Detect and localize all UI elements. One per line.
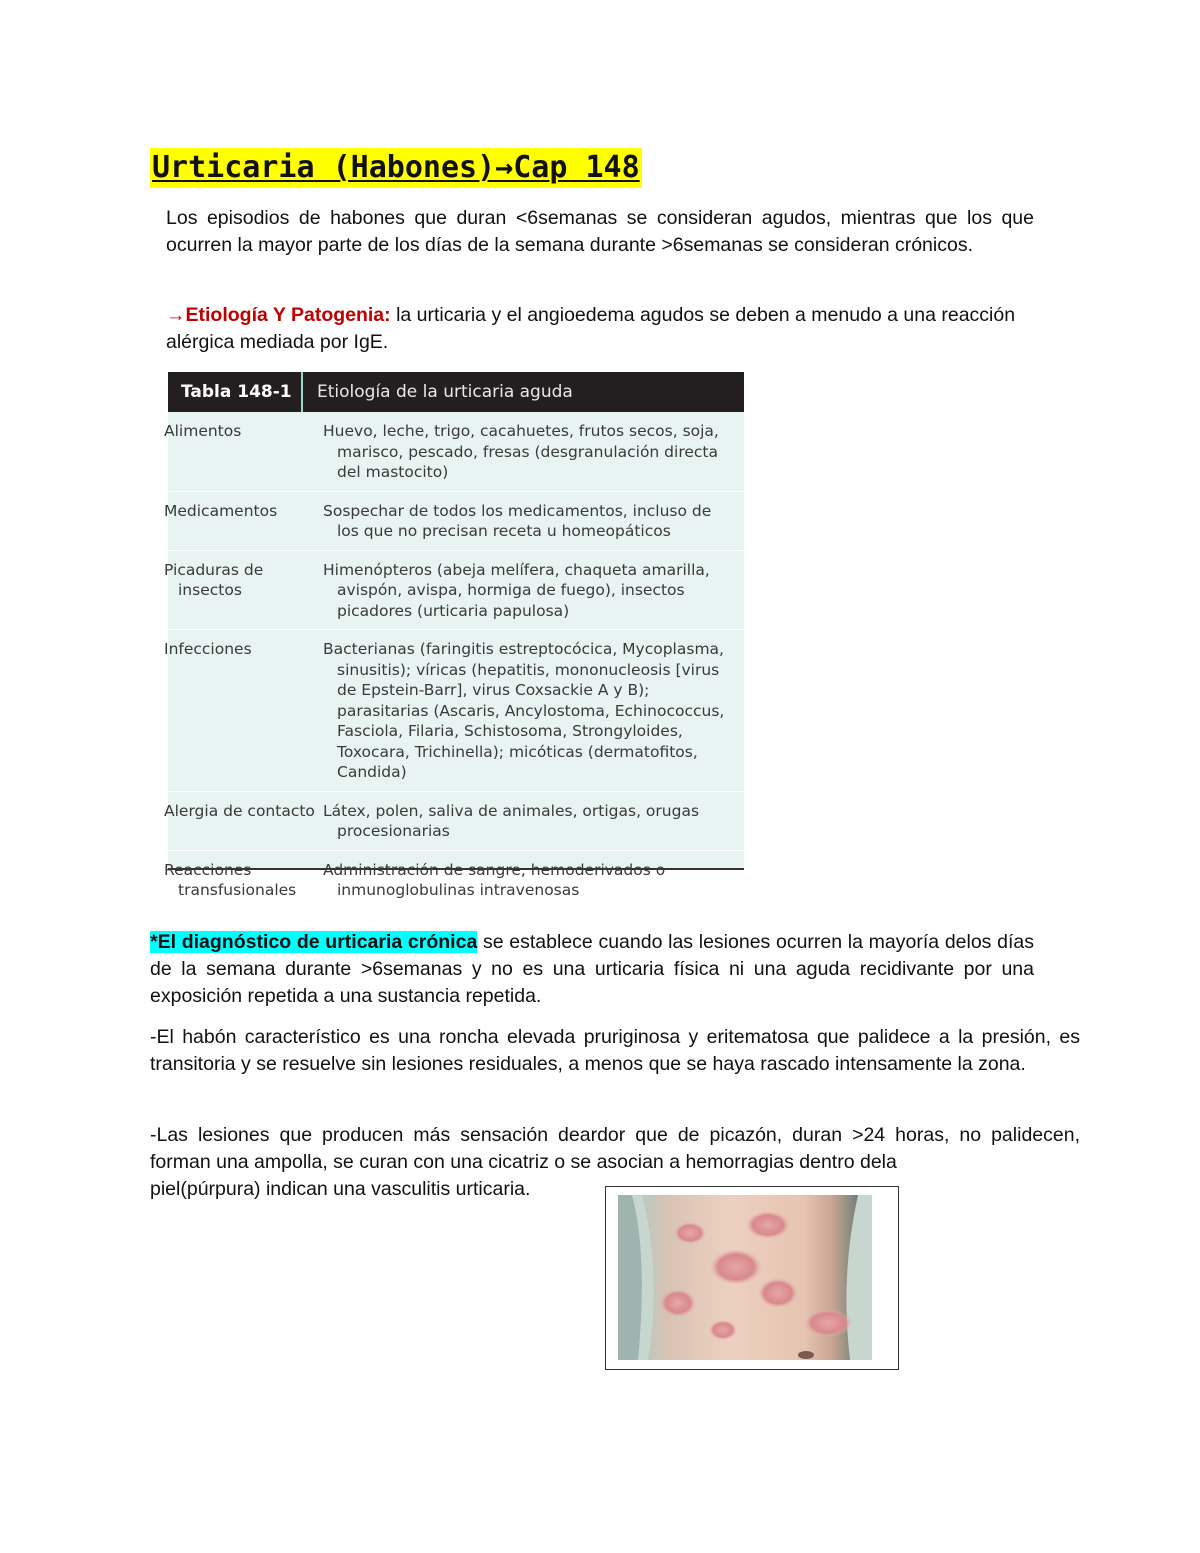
- table-row: [164, 630, 744, 792]
- skin-wheals-image: [618, 1195, 872, 1360]
- table-body: [164, 412, 744, 899]
- table-cell-detail: Huevo, leche, trigo, cacahuetes, frutos secos, soja, marisco, pescado, fresas (desgranulación directa del mastocito): [323, 422, 719, 481]
- table-row: [164, 851, 744, 909]
- table-cell-detail: Bacterianas (faringitis estreptocócica, Mycoplasma, sinusitis); víricas (hepatitis, mononucleosis [virus de Epstein-Barr], virus Coxsackie A y B); parasitarias (Ascaris, Ancylostoma, Echinococcus, Fasciola, Filaria, Schistosoma, Strongyloides, Toxocara, Trichinella); micóticas (dermatofitos, Candida): [323, 640, 725, 781]
- vasculitis-text: -Las lesiones que producen más sensación deardor que de picazón, duran >24 horas, no palidecen, forman una ampolla, se curan con una cicatriz o se asocian a hemorragias dentro dela: [150, 1124, 1080, 1173]
- table-cell-detail: Látex, polen, saliva de animales, ortigas, orugas procesionarias: [323, 801, 700, 840]
- page-title: Urticaria (Habones)→Cap 148: [150, 148, 642, 188]
- table-row: [164, 792, 744, 851]
- table-title: Etiología de la urticaria aguda: [317, 382, 573, 402]
- table-header: [168, 372, 744, 412]
- table-cell-cause: Infecciones: [164, 640, 252, 658]
- table-cell-cause: Medicamentos: [164, 501, 278, 520]
- etiology-label: →Etiología Y Patogenia:: [166, 304, 391, 326]
- table-number: Tabla 148-1: [168, 372, 303, 412]
- table-row: [164, 551, 744, 631]
- etiology-paragraph: [166, 302, 1034, 356]
- table-cell-detail: Administración de sangre, hemoderivados o inmunoglobulinas intravenosas: [323, 860, 666, 899]
- etiology-text: la urticaria y el angioedema agudos se deben a menudo a una reacción alérgica mediada por IgE.: [166, 304, 1016, 353]
- chronic-paragraph: [150, 929, 1034, 1010]
- table-row: [164, 492, 744, 551]
- vasculitis-text-last: piel(púrpura) indican una vasculitis urticaria.: [150, 1178, 531, 1200]
- wheal-paragraph: -El habón característico es una roncha elevada pruriginosa y eritematosa que palidece a la presión, es transitoria y se resuelve sin lesiones residuales, a menos que se haya rascado intensamente la zona.: [150, 1026, 1080, 1075]
- etiology-table: [164, 372, 744, 899]
- table-cell-cause: Alergia de contacto: [164, 801, 315, 820]
- table-cell-detail: Himenópteros (abeja melífera, chaqueta amarilla, avispón, avispa, hormiga de fuego), insectos picadores (urticaria papulosa): [323, 560, 710, 620]
- chronic-highlight: *El diagnóstico de urticaria crónica: [150, 931, 478, 953]
- table-cell-cause: Reacciones transfusionales: [164, 860, 297, 899]
- table-cell-detail: Sospechar de todos los medicamentos, incluso de los que no precisan receta u homeopáticos: [323, 501, 712, 540]
- table-cell-cause: Alimentos: [164, 422, 242, 440]
- table-cell-cause: Picaduras de insectos: [164, 560, 264, 599]
- urticaria-photo: [605, 1186, 899, 1370]
- table-row: [164, 412, 744, 492]
- intro-paragraph: Los episodios de habones que duran <6semanas se consideran agudos, mientras que los que ocurren la mayor parte de los días de la semana durante >6semanas se consideran crónicos.: [166, 207, 1034, 256]
- chronic-text: se establece cuando las lesiones ocurren la mayoría delos días de la semana durante >6semanas y no es una urticaria física ni una aguda recidivante por una exposición repetida a una sustancia repetida.: [150, 931, 1034, 1007]
